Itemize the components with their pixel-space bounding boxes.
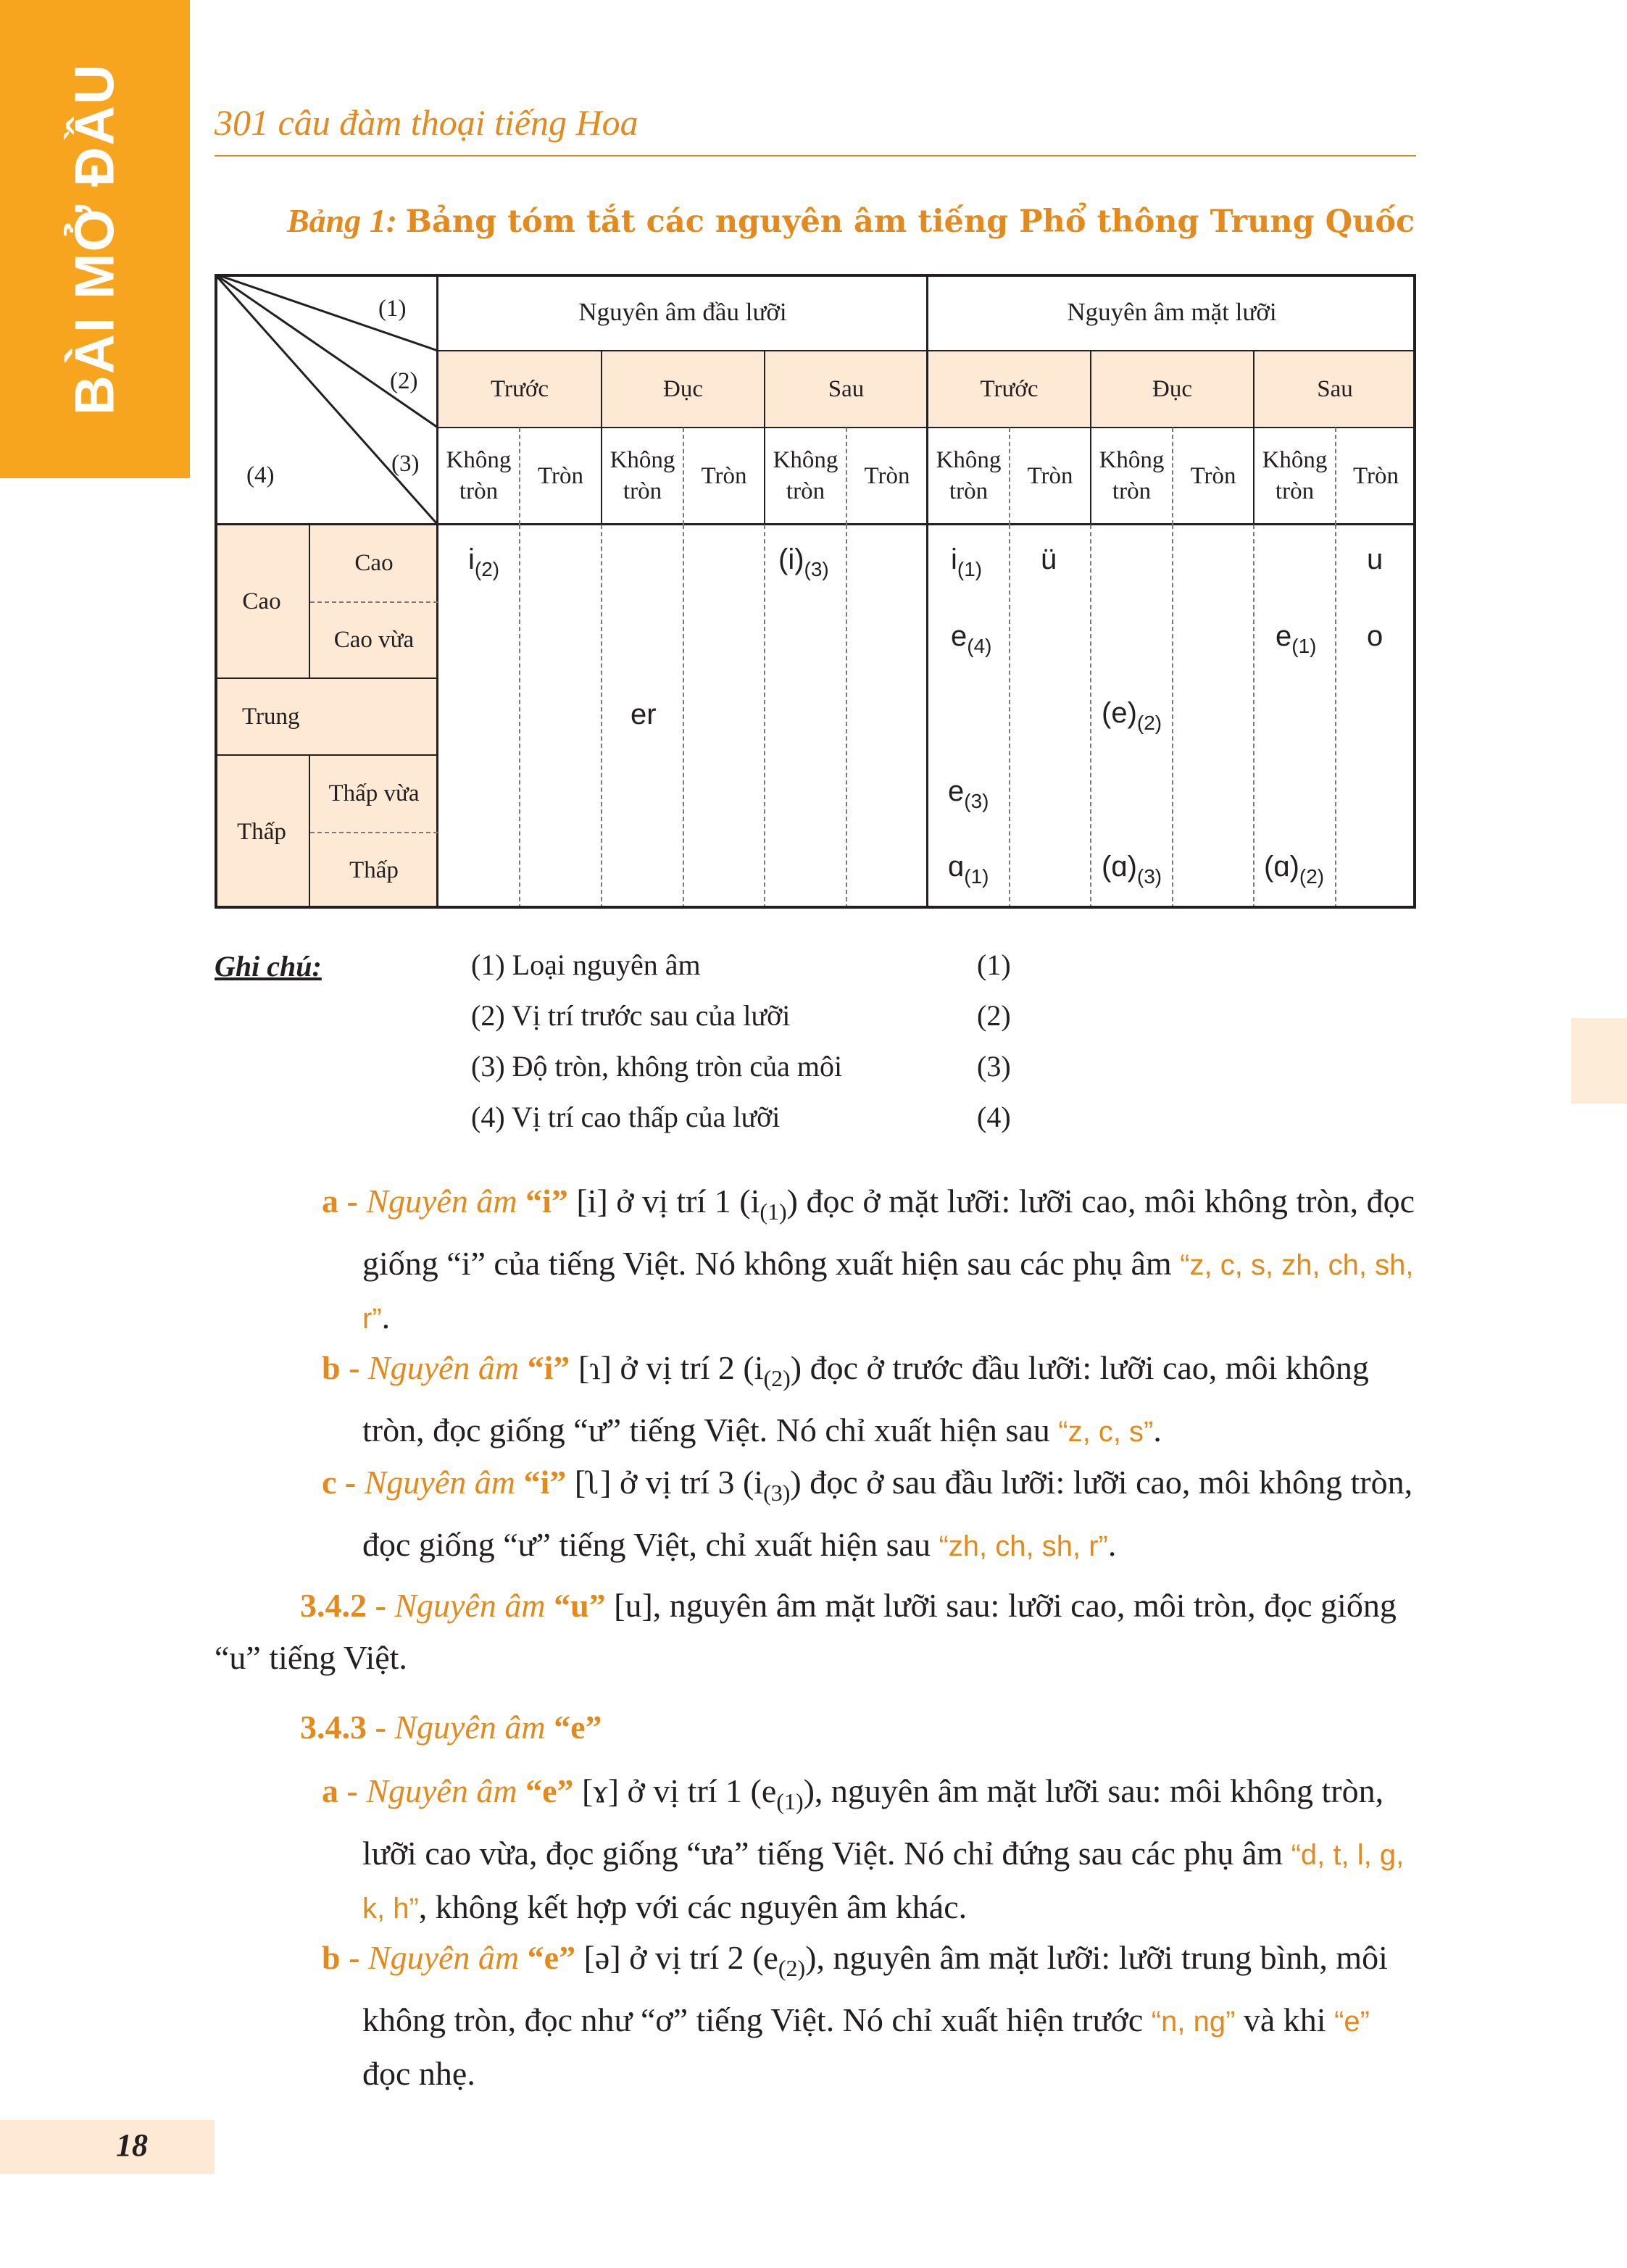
position-header: Sau	[1317, 375, 1353, 402]
paragraph-a-i1	[322, 1175, 1416, 1345]
note-number: (2)	[977, 999, 1011, 1032]
rounding-header-rounded: Tròn	[1190, 462, 1236, 489]
group-header: Nguyên âm mặt lưỡi	[1067, 298, 1277, 327]
vowel-sub: (1)	[1291, 635, 1317, 657]
row-header-cao: Cao	[242, 588, 281, 614]
row-header-cao-vua: Cao vừa	[333, 626, 415, 653]
vowel-base: (ɑ)	[1102, 851, 1137, 883]
paragraph-a-e1	[322, 1765, 1416, 1935]
note-number: (1)	[977, 949, 1011, 981]
body-text: [u], nguyên âm mặt lưỡi sau: lưỡi cao, môi tròn, đọc giống “u” tiếng Việt.	[215, 1587, 1397, 1676]
item-title: Nguyên âm	[394, 1587, 546, 1624]
vowel-base: e	[1276, 620, 1292, 652]
highlight-text: “e”	[1334, 2006, 1370, 2038]
note-item: (1) Loại nguyên âm	[471, 949, 701, 981]
page-number-tab	[0, 2120, 215, 2174]
rounding-header-rounded: Tròn	[538, 462, 583, 489]
note-item: (2) Vị trí trước sau của lưỡi	[471, 999, 791, 1032]
vowel-table	[215, 274, 1416, 909]
item-title: Nguyên âm	[366, 1772, 517, 1809]
body-text: và khi	[1235, 2001, 1335, 2038]
ipa-text: [ə] ở vị trí 2 (e	[575, 1939, 778, 1976]
vowel-base: i	[951, 543, 957, 575]
body-text: .	[1153, 1412, 1162, 1448]
rounding-text: tròn	[949, 478, 989, 504]
body-text: .	[1107, 1526, 1117, 1563]
item-title: Nguyên âm	[364, 1464, 515, 1501]
vowel-u: u	[1367, 543, 1383, 575]
row-header-thap-thap: Thấp	[349, 856, 399, 883]
row-header-thap: Thấp	[237, 818, 286, 845]
position-header: Đục	[1152, 375, 1192, 402]
note-item: (3) Độ tròn, không tròn của môi	[471, 1050, 843, 1083]
item-vowel: “e”	[525, 1772, 574, 1809]
rounding-text: tròn	[623, 478, 662, 504]
page-number: 18	[116, 2127, 148, 2163]
row-header-cao-cao: Cao	[354, 549, 394, 576]
vowel-sub: (1)	[957, 558, 983, 580]
note-number: (4)	[977, 1101, 1011, 1133]
item-marker: c -	[322, 1464, 357, 1501]
body-text: ) đọc ở trước đầu lưỡi: lưỡi cao, môi không tròn, đọc giống “ư” tiếng Việt. Nó chỉ xuất hiện sau	[362, 1349, 1369, 1448]
item-marker: b -	[322, 1349, 360, 1386]
ipa-text: [ɤ] ở vị trí 1 (e	[573, 1772, 777, 1809]
paragraph-c-i3	[322, 1456, 1416, 1572]
vowel-base: (i)	[778, 543, 804, 575]
body-text: đọc nhẹ.	[362, 2055, 475, 2092]
body-text: ) đọc ở sau đầu lưỡi: lưỡi cao, môi không tròn, đọc giống “ư” tiếng Việt, chỉ xuất hiện sau	[362, 1464, 1413, 1563]
diag-label-1: (1)	[378, 296, 407, 322]
item-vowel: “i”	[527, 1349, 570, 1386]
vowel-sub: (3)	[964, 790, 989, 812]
rounding-text: tròn	[459, 478, 499, 504]
item-title: Nguyên âm	[366, 1183, 517, 1220]
running-head: 301 câu đàm thoại tiếng Hoa	[215, 102, 638, 143]
table-title-lead: Bảng 1:	[287, 202, 398, 239]
group-header: Nguyên âm đầu lưỡi	[578, 298, 787, 327]
item-vowel: “u”	[554, 1587, 606, 1624]
rounding-text: tròn	[1275, 478, 1315, 504]
body-text: , không kết hợp với các nguyên âm khác.	[418, 1888, 968, 1925]
ipa-text: [ʅ] ở vị trí 3 (i	[566, 1464, 764, 1501]
paragraph-3-4-2	[215, 1580, 1416, 1684]
item-title: Nguyên âm	[367, 1939, 520, 1976]
paragraph-b-i2	[322, 1342, 1416, 1458]
chapter-label: BÀI MỞ ĐẦU	[64, 63, 126, 415]
vowel-sub: (2)	[1299, 865, 1325, 888]
highlight-text: “z, c, s, zh, ch, sh, r”	[362, 1249, 1414, 1335]
body-text: ), nguyên âm mặt lưỡi sau: môi không tròn, lưỡi cao vừa, đọc giống “ưa” tiếng Việt. Nó chỉ đứng sau các phụ âm	[362, 1772, 1384, 1872]
vowel-base: (ɑ)	[1264, 851, 1299, 883]
item-title: Nguyên âm	[394, 1709, 546, 1746]
item-marker: a -	[322, 1183, 358, 1220]
notes-label: Ghi chú:	[215, 950, 322, 983]
vowel-sub: (4)	[967, 635, 992, 657]
item-marker: b -	[322, 1939, 360, 1976]
heading-3-4-3	[300, 1701, 1416, 1754]
highlight-text: “zh, ch, sh, r”	[939, 1530, 1108, 1562]
vowel-sub: (2)	[1136, 712, 1162, 734]
ipa-text: [i] ở vị trí 1 (i	[567, 1183, 760, 1220]
item-vowel: “e”	[527, 1939, 576, 1976]
diag-label-3: (3)	[391, 451, 420, 477]
note-item: (4) Vị trí cao thấp của lưỡi	[471, 1101, 781, 1133]
subscript: (2)	[778, 1955, 806, 1981]
subscript: (1)	[776, 1788, 804, 1814]
vowel-u-umlaut: ü	[1041, 543, 1057, 575]
highlight-text: “d, t, l, g, k, h”	[362, 1839, 1405, 1925]
rounding-text: Không	[936, 447, 1002, 474]
note-number: (3)	[977, 1050, 1011, 1083]
edge-marker	[1571, 1018, 1627, 1104]
body-text: ) đọc ở mặt lưỡi: lưỡi cao, môi không tròn, đọc giống “i” của tiếng Việt. Nó không xuất hiện sau các phụ âm	[362, 1183, 1415, 1282]
rounding-header-rounded: Tròn	[864, 462, 910, 489]
vowel-base: (e)	[1102, 697, 1137, 729]
item-title: Nguyên âm	[367, 1349, 520, 1386]
item-vowel: “i”	[523, 1464, 567, 1501]
body-text: .	[381, 1298, 391, 1335]
rounding-text: tròn	[1112, 478, 1152, 504]
rounding-text: Không	[1262, 447, 1328, 474]
rounding-header-rounded: Tròn	[1353, 462, 1399, 489]
rounding-text: Không	[1099, 447, 1165, 474]
vowel-base: e	[948, 775, 965, 807]
body-text: ), nguyên âm mặt lưỡi: lưỡi trung bình, môi không tròn, đọc như “ơ” tiếng Việt. Nó chỉ xuất hiện trước	[362, 1939, 1388, 2038]
rounding-text: Không	[609, 447, 675, 474]
vowel-sub: (2)	[474, 558, 500, 580]
rounding-header-rounded: Tròn	[701, 462, 747, 489]
row-header-trung: Trung	[242, 703, 300, 730]
vowel-o: o	[1367, 620, 1383, 652]
vowel-sub: (1)	[964, 865, 989, 888]
subscript: (2)	[763, 1365, 791, 1391]
header-rule	[215, 155, 1416, 157]
row-header-thap-vua: Thấp vừa	[328, 780, 420, 806]
ipa-text: [ɿ] ở vị trí 2 (i	[570, 1349, 764, 1386]
subscript: (1)	[760, 1198, 787, 1225]
rounding-text: Không	[446, 447, 512, 474]
table-title	[287, 201, 1415, 240]
position-header: Đục	[663, 375, 703, 402]
table-title-text: Bảng tóm tắt các nguyên âm tiếng Phổ thông Trung Quốc	[405, 204, 1415, 240]
item-vowel: “e”	[554, 1709, 602, 1746]
vowel-er: er	[631, 699, 657, 730]
subscript: (3)	[763, 1480, 791, 1506]
rounding-text: Không	[773, 447, 839, 474]
vowel-base: ɑ	[948, 851, 965, 883]
chapter-side-tab	[0, 0, 190, 478]
rounding-header-rounded: Tròn	[1027, 462, 1073, 489]
vowel-base: e	[951, 620, 968, 652]
section-number: 3.4.2 -	[300, 1587, 386, 1624]
position-header: Trước	[491, 375, 549, 402]
position-header: Trước	[980, 375, 1039, 402]
position-header: Sau	[828, 375, 865, 402]
paragraph-b-e2	[322, 1932, 1416, 2100]
vowel-sub: (3)	[1136, 865, 1162, 888]
vowel-sub: (3)	[804, 558, 829, 580]
section-number: 3.4.3 -	[300, 1709, 386, 1746]
table-border	[215, 274, 1416, 909]
item-vowel: “i”	[525, 1183, 568, 1220]
item-marker: a -	[322, 1772, 358, 1809]
highlight-text: “n, ng”	[1151, 2006, 1236, 2038]
highlight-text: “z, c, s”	[1058, 1416, 1154, 1448]
rounding-text: tròn	[786, 478, 825, 504]
diag-label-2: (2)	[390, 368, 418, 394]
diag-label-4: (4)	[246, 462, 275, 488]
vowel-base: i	[468, 543, 475, 575]
